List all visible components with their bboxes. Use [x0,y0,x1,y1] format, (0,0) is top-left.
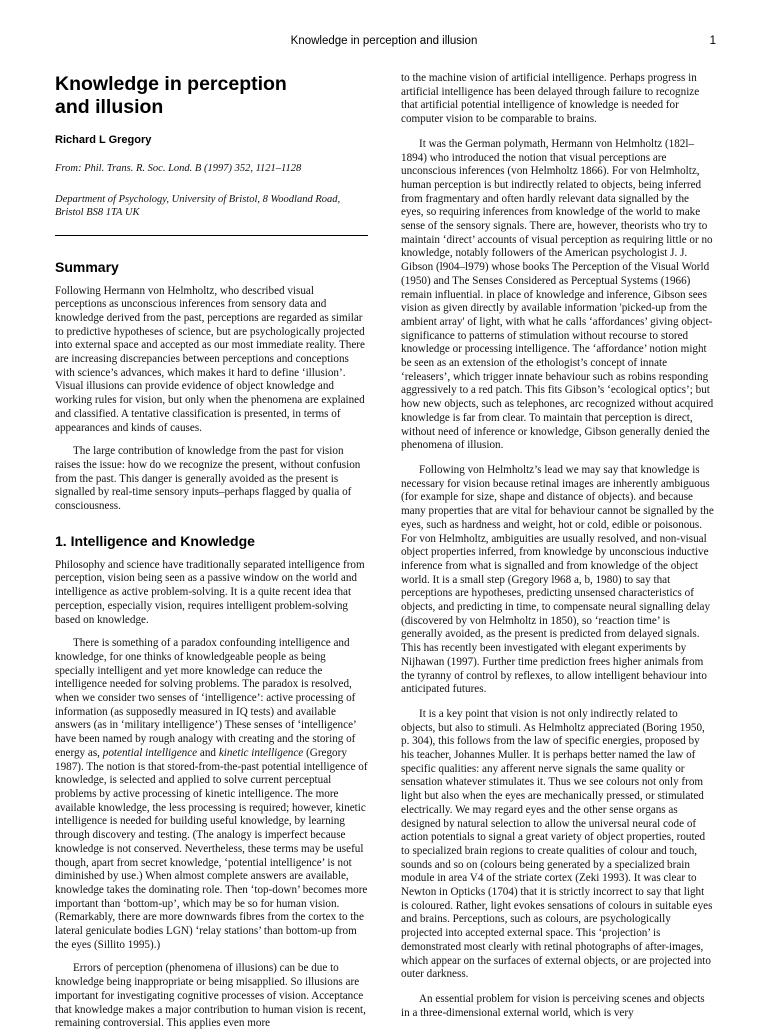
summary-heading: Summary [55,258,119,275]
page-number: 1 [709,35,716,47]
running-header: Knowledge in perception and illusion [290,35,478,47]
section-1-paragraph-3: Errors of perception (phenomena of illusions) can be due to knowledge being inappropriate or being misapplied. So illusions are important for investigating cognitive processes of vision. Acceptance that knowledge makes a major contribution to human vision is recent, remaining controversial. This applies even more [55,962,366,1030]
term-potential-intelligence: potential intelligence [102,746,198,759]
summary-paragraph-1: Following Hermann von Helmholtz, who described visual perceptions as unconscious inferences from sensory data and knowledge derived from the past, perceptions are regarded as similar to predictive hypotheses of science, but are psychologically projected into external space and accepted as our most immediate reality. There are increasing discrepancies between perceptions and conceptions with science’s advances, which makes it hard to define ‘illusion’. Visual illusions can provide evidence of object knowledge and working rules for vision, but only when the phenomena are explained and classified. A tentative classification is presented, in terms of appearances and kinds of causes. [55,284,365,434]
title-line-2: and illusion [55,96,164,118]
paragraph-text: (Gregory 1987). The notion is that stored-from-the-past potential intelligence of knowledge, is selected and applied to solve current perceptual problems by active processing of kinetic intelligence. The more available knowledge, the less processing is required; however, kinetic intelligence is needed for building useful knowledge, by learning through discovery and testing. (The analogy is imperfect because knowledge is not conserved. Nevertheless, these terms may be useful though, apart from secret knowledge, ‘potential intelligence’ is not diminished by use.) When almost complete answers are available, knowledge takes the dominating role. Then ‘top-down’ becomes more important than ‘bottom-up’, which may be so for human vision. (Remarkably, there are more downwards fibres from the cortex to the lateral geniculate bodies LGN) ‘relay stations’ than bottom-up from the eyes (Sillito 1995).) [55,746,368,951]
summary-paragraph-2: The large contribution of knowledge from the past for vision raises the issue: how do we recognize the present, without confusion from the past. This danger is generally avoided as the present is signalled by real-time sensory inputs–perhaps flagged by qualia of consciousness. [55,445,361,513]
right-paragraph-following: Following von Helmholtz’s lead we may say that knowledge is necessary for vision because retinal images are inherently ambiguous (for example for size, shape and distance of objects). and because many properties that are vital for behaviour cannot be signalled by the eyes, such as hardness and weight, hot or cold, edible or poisonous. For von Helmholtz, ambiguities are usually resolved, and non-visual object properties inferred, from knowledge by unconscious inductive inference from what is signalled and from knowledge of the object world. It is a small step (Gregory l968 a, b, 1980) to say that perceptions are hypotheses, predicting unsensed characteristics of objects, and predicting in time, to compensate neural signalling delay (discovered by von Helmholtz in 1850), so ‘reaction time’ is generally avoided, as the present is predicted from delayed signals. This has recently been investigated with elegant experiments by Nijhawan (1997). Further time prediction frees higher animals from the tyranny of control by reflexes, to allow intelligent behaviour into anticipated futures. [401,463,714,696]
conjunction: and [199,746,217,759]
author-name: Richard L Gregory [55,134,152,146]
paper-title [55,73,368,119]
section-1-heading: 1. Intelligence and Knowledge [55,532,255,549]
section-1-paragraph-1: Philosophy and science have traditionally separated intelligence from perception, vision being seen as a passive window on the world and intelligence as active problem-solving. It is a quite recent idea that perception, especially vision, requires intelligent problem-solving based on knowledge. [55,558,365,626]
right-paragraph-helmholtz: It was the German polymath, Hermann von Helmholtz (182l–1894) who introduced the notion that visual perceptions are unconscious inferences (von Helmholtz 1866). For von Helmholtz, human perception is but indirectly related to objects, being inferred from fragmentary and often hardly relevant data signalled by the eyes, so requiring inferences from knowledge of the world to make sense of the sensory signals. There are, however, theorists who try to maintain ‘direct’ accounts of visual perception as requiring little or no knowledge, notably followers of the American psychologist J. J. Gibson (l904–l979) whose books The Perception of the Visual World (1950) and The Senses Considered as Perceptual Systems (1966) remain influential. in place of knowledge and inference, Gibson sees vision as given directly by available information 'picked-up from the ambient array' of light, with what he calls ‘affordances’ giving object-significance to patterns of stimulation without recourse to stored knowledge or processing intelligence. The ‘affordance’ notion might be seen as an extension of the ethologist’s concept of innate ‘releasers’, which trigger innate behaviour such as robins responding aggressively to a red patch. This fits Gibson’s ‘ecological optics’; but how new objects, such as telephones, arc recognized without acquired knowledge is far from clear. To maintain that perception is direct, without need of inference or knowledge, Gibson generally denied the phenomena of illusion. [401,137,714,452]
right-paragraph-continued: to the machine vision of artificial intelligence. Perhaps progress in artificial intelligence has been delayed through failure to recognize that artificial potential intelligence of knowledge is needed for computer vision to be comparable to brains. [401,72,700,126]
left-column [55,70,368,1031]
title-line-1: Knowledge in perception [55,73,287,95]
right-column [401,72,714,1020]
term-kinetic-intelligence: kinetic intelligence [218,746,304,759]
author-affiliation: Department of Psychology, University of Bristol, 8 Woodland Road, Bristol BS8 1TA UK [55,193,341,218]
right-paragraph-essential-problem: An essential problem for vision is perceiving scenes and objects in a three-dimensional external world, which is very [401,993,705,1019]
title-divider [55,235,368,236]
right-paragraph-key-point: It is a key point that vision is not only indirectly related to objects, but also to stimuli. As Helmholtz appreciated (Boring 1950, p. 304), this follows from the law of specific energies, proposed by his teacher, Johannes Muller. It is perhaps better named the law of specific qualities: any afferent nerve signals the same quality or sensation whatever stimulates it. Thus we see colours not only from light but also when the eyes are mechanically pressed, or stimulated electrically. We may regard eyes and the other sense organs as designed by natural selection to allow the universal neural code of action potentials to signal a great variety of object properties, routed to specialized brain regions to create qualities of colour and touch, sounds and so on (colours being generated by a specialized brain module in area V4 of the striate cortex (Zeki 1993). It was clear to Newton in Opticks (1704) that it is strictly incorrect to say that light is coloured. Rather, light evokes sensations of colours in suitable eyes and brains. Perceptions, such as colours, are psychologically projected into accepted external space. This ‘projection’ is demonstrated most clearly with retinal photographs of after-images, which appear on the surfaces of external objects, or are projected into outer darkness. [401,707,713,981]
section-1-paragraph-2 [55,637,368,952]
source-citation: From: Phil. Trans. R. Soc. Lond. B (1997) 352, 1121–1128 [55,163,302,174]
paragraph-text: There is something of a paradox confounding intelligence and knowledge, for one thinks of knowledgeable people as being specially intelligent and yet more knowledge can reduce the intelligence needed for solving problems. The paradox is resolved, when we consider two senses of ‘intelligence’: active processing of information (as supposedly measured in IQ tests) and available answers (as in ‘military intelligence’) These senses of ‘intelligence’ have been named by rough analogy with creating and the storing of energy as, [55,637,356,759]
